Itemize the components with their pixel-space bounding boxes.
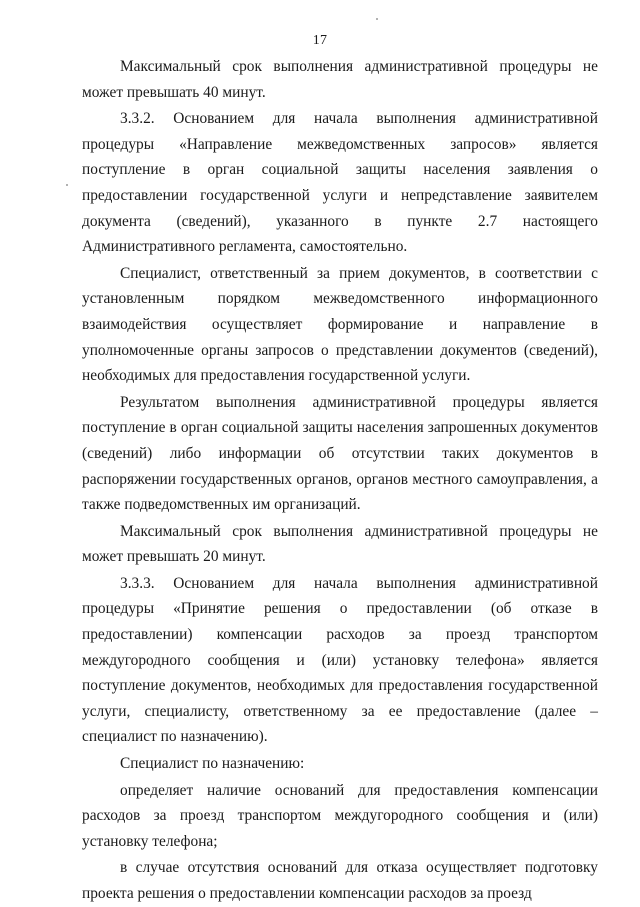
page-number: 17 [312,33,328,48]
scan-speck [376,18,378,20]
scan-speck [66,184,68,186]
paragraph-determines-grounds: определяет наличие оснований для предоставления компенсации расходов за проезд транспортом междугородного сообщения и (или) установку телефона; [82,781,598,850]
paragraph-specialist-requests: Специалист, ответственный за прием документов, в соответствии с установленным порядком межведомственного информационного взаимодействия осуществляет формирование и направление в уполномоченные органы запросов о представлении документов (сведений), необходимых для предоставления государственной услуги. [82,264,598,385]
document-body [82,54,598,907]
paragraph-3-3-3: 3.3.3. Основанием для начала выполнения административной процедуры «Принятие решения о предоставлении (об отказе в предоставлении) компенсации расходов за проезд транспортом междугородного сообщения и (или) установку телефона» является поступление документов, необходимых для предоставления государственной услуги, специалисту, ответственному за ее предоставление (далее – специалист по назначению). [82,574,598,746]
paragraph-no-refusal-grounds: в случае отсутствия оснований для отказа осуществляет подготовку проекта решения о предоставлении компенсации расходов за проезд [82,859,598,902]
paragraph-3-3-2: 3.3.2. Основанием для начала выполнения административной процедуры «Направление межведомственных запросов» является поступление в орган социальной защиты населения заявления о предоставлении государственной услуги и непредставление заявителем документа (сведений), указанного в пункте 2.7 настоящего Административного регламента, самостоятельно. [82,110,598,256]
paragraph-max-time-20: Максимальный срок выполнения административной процедуры не может превышать 20 минут. [82,522,598,566]
paragraph-procedure-result: Результатом выполнения административной процедуры является поступление в орган социальной защиты населения запрошенных документов (сведений) либо информации об отсутствии таких документов в распоряжении государственных органов, органов местного самоуправления, а также подведомственных им организаций. [82,393,598,514]
paragraph-max-time-40: Максимальный срок выполнения административной процедуры не может превышать 40 минут. [82,58,598,101]
paragraph-specialist-assignment: Специалист по назначению: [120,755,305,773]
